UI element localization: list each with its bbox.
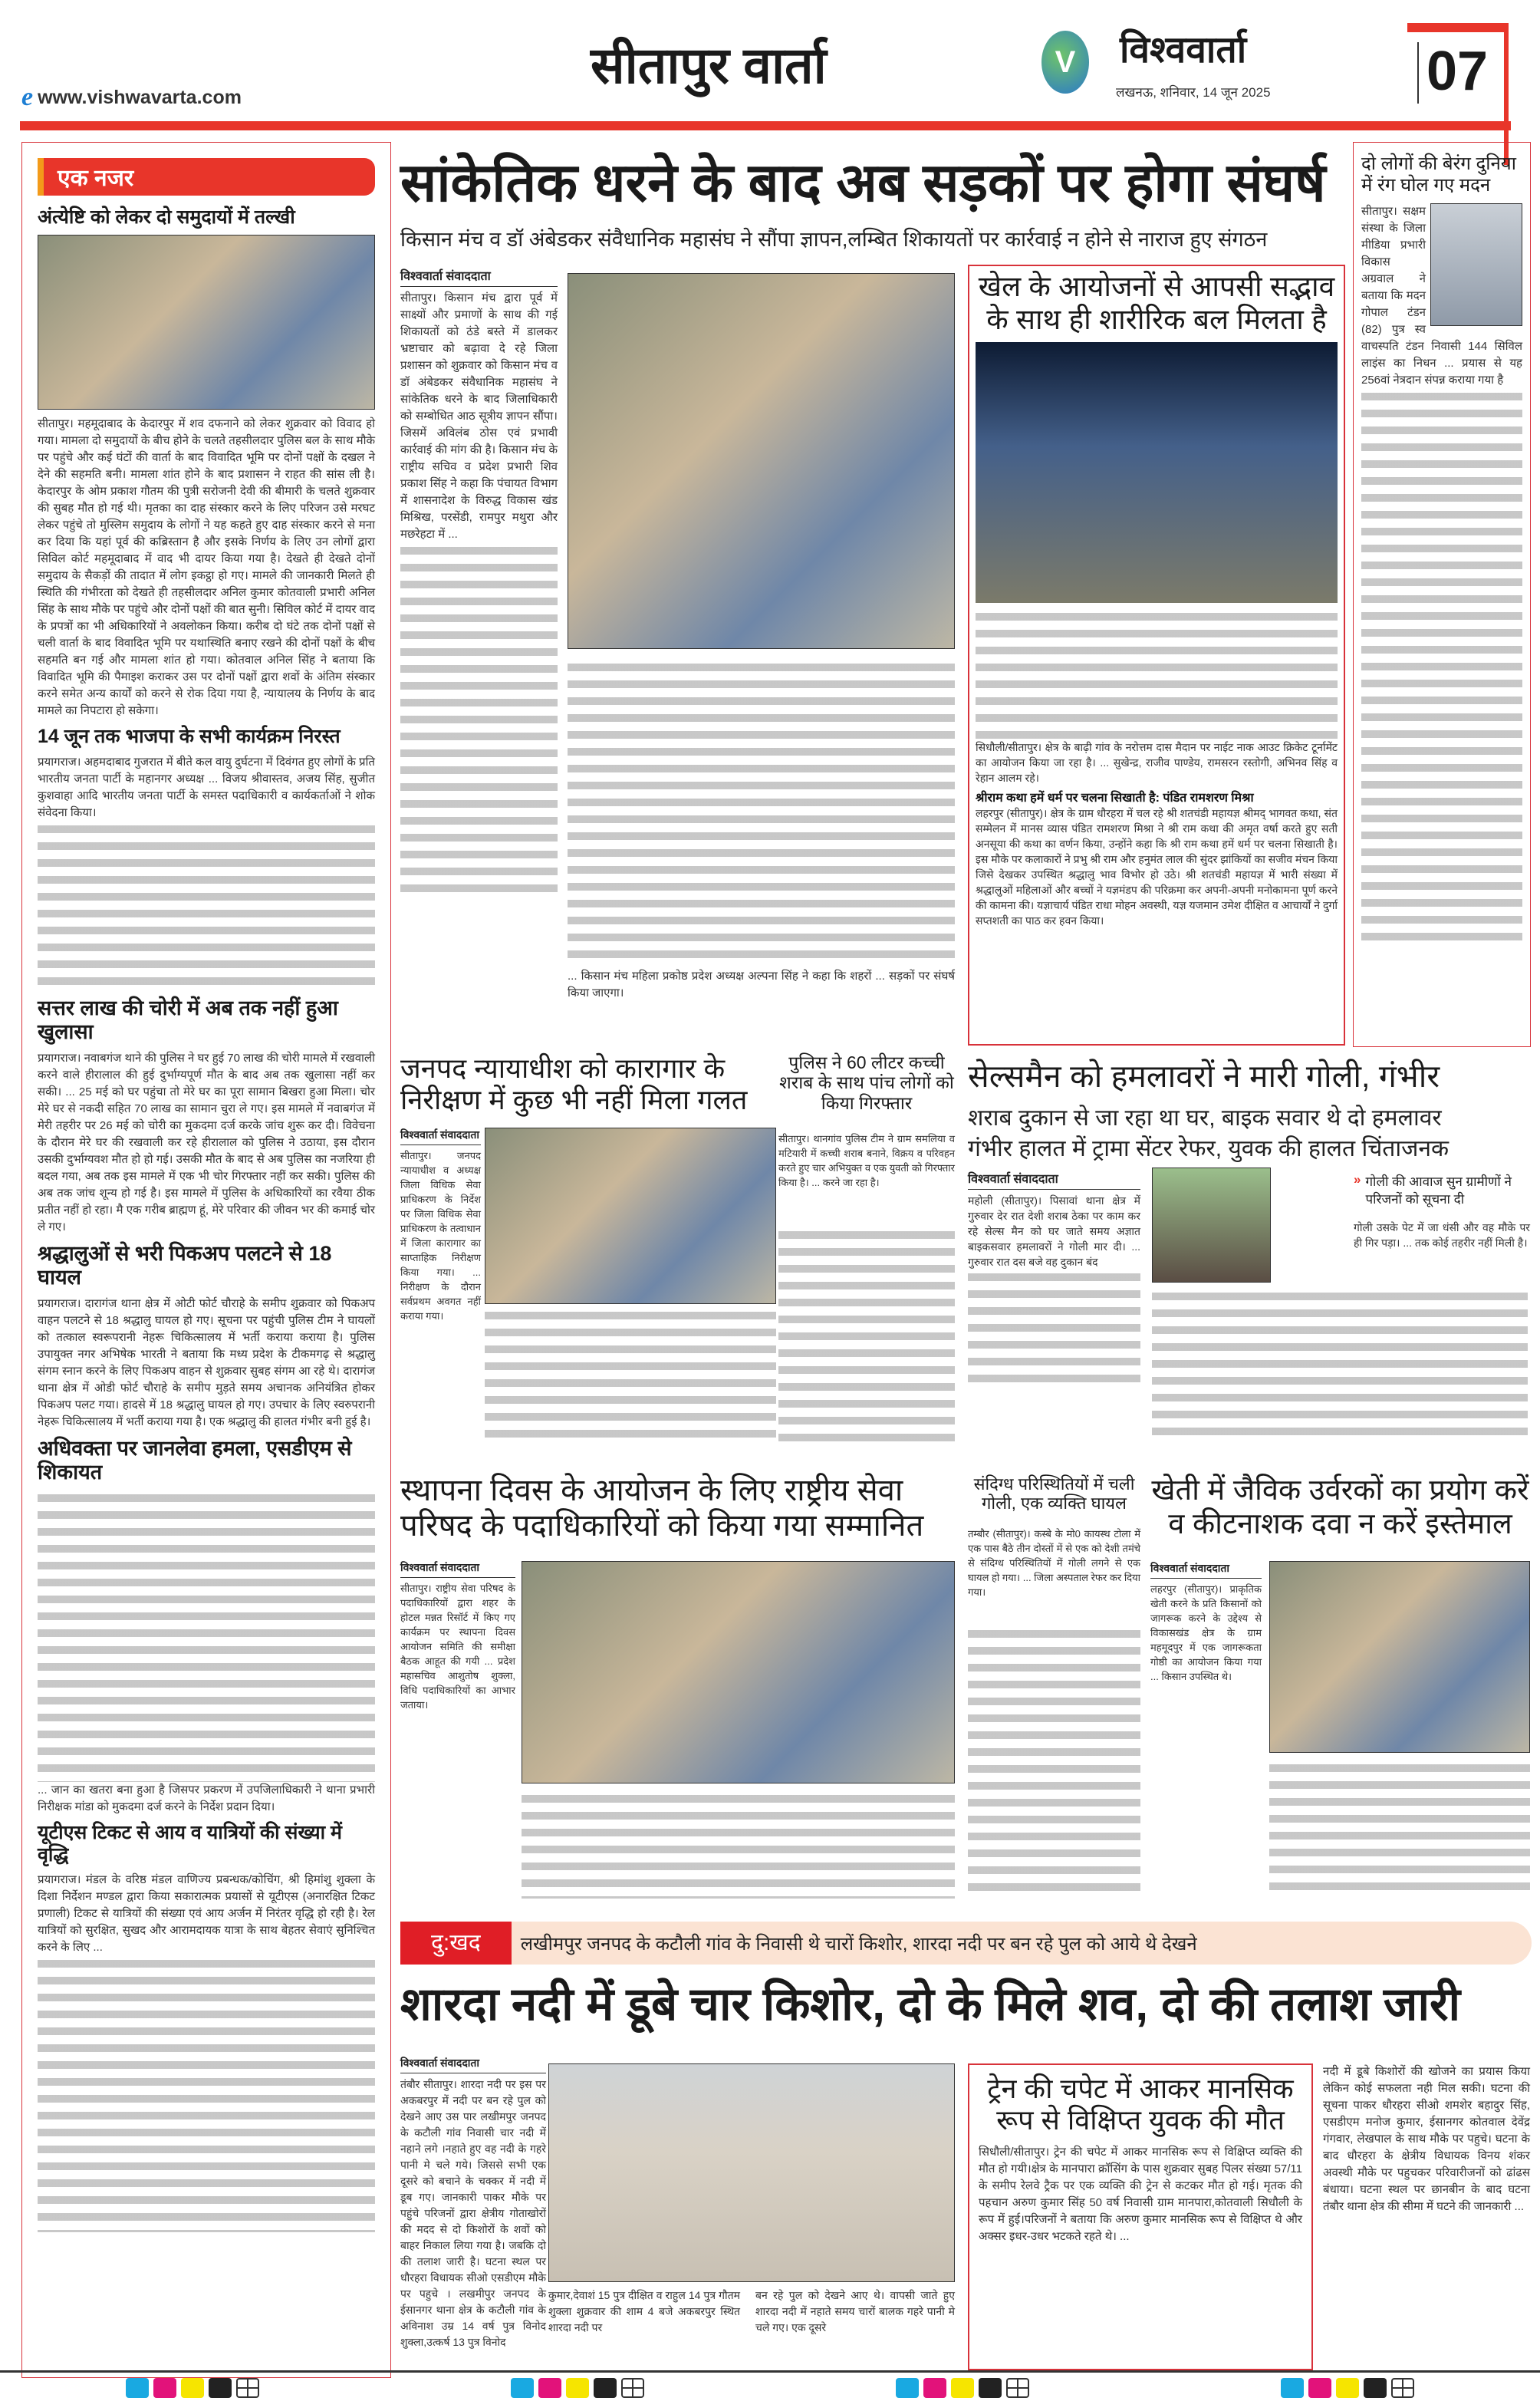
story-body: तंबौर सीतापुर। शारदा नदी पर इस पर अकबरपुर में नदी पर बन रहे पुल को देखने आए उस पार लखीमपुर जनपद के कटौली गांव निवासी चार नदी में नहाने लगे ।नहाते हुए वह नदी के गहरे पानी मे चले गये। जिससे सभी एक दूसरे को बचाने के चक्कर में नदी में डूब गए। जानकारी पाकर मौके पर पहुंचे परिजनों द्वारा क्षेत्रीय गोताखोरों की मदद से दो किशोरों के शवों को बाहर निकाल लिया गया है। जबकि दो की तलाश जारी है। घटना स्थल पर धौरहरा विधायक सीओ एसडीएम मौके पर पहुचे । लखमीपुर जनपद के ईसानगर थाना क्षेत्र के कटौली गांव के अविनाश उम्र 14 वर्ष पुत्र विनोद शुक्ला,उत्कर्ष 13 पुत्र विनोद <box>400 2078 546 2348</box>
river-photo <box>548 2063 955 2282</box>
salesman-headline: सेल्समैन को हमलावरों ने मारी गोली, गंभीर <box>968 1059 1440 1094</box>
story-body: ... जान का खतरा बना हुआ है जिसपर प्रकरण में उपजिलाधिकारी ने थाना प्रभारी निरीक्षक मांडा को मुकदमा दर्ज करने के निर्देश प्रदान दिया। <box>38 1783 375 1813</box>
ek-nazar-tag: एक नजर <box>38 158 375 196</box>
pull-quote: » गोली की आवाज सुन ग्रामीणों ने परिजनों को सूचना दी <box>1354 1172 1512 1207</box>
double-chevron-icon: » <box>1354 1172 1361 1187</box>
paper-logo-icon: V <box>1041 31 1089 94</box>
paper-name: विश्ववार्ता <box>1120 30 1247 71</box>
farming-headline: खेती में जैविक उर्वरकों का प्रयोग करें व कीटनाशक दवा न करें इस्तेमाल <box>1151 1474 1529 1540</box>
story-photo <box>38 235 375 410</box>
registration-cross-icon <box>236 2378 259 2398</box>
sub-story-headline: श्रीराम कथा हमें धर्म पर चलना सिखाती है: पंडित रामशरण मिश्रा <box>976 792 1254 805</box>
color-swatch <box>1308 2378 1331 2398</box>
lead-body: सीतापुर। किसान मंच द्वारा पूर्व में साक्ष्यों और प्रमाणों के साथ की गई शिकायतों को ठंडे बस्ते में डालकर भ्रष्टाचार को बढ़ावा दे रहे जिला प्रशासन को शुक्रवार को किसान मंच व डॉ अंबेडकर संवैधानिक महासंघ ने सांकेतिक धरने के बाद जिलाधिकारी को सम्बोधित आठ सूत्रीय ज्ञापन सौंपा। जिसमें अविलंब ठोस एवं प्रभावी कार्रवाई की मांग की है। किसान मंच के राष्ट्रीय सचिव व प्रदेश प्रभारी शिव प्रकाश सिंह ने कहा कि पंचायत विभाग में शासनादेश के विरुद्ध विकास खंड मिश्रिख, परसेंडी, रामपुर मथुरा और मछरेहटा में ... <box>400 291 558 541</box>
farming-photo <box>1269 1561 1530 1753</box>
byline: विश्ववार्ता संवाददाता <box>400 1128 481 1145</box>
color-swatch <box>1364 2378 1387 2398</box>
sports-photo <box>976 342 1338 603</box>
story-body: सीतापुर। जनपद न्यायाधीश व अध्यक्ष जिला विधिक सेवा प्राधिकरण के निर्देश पर जिला विधिक सेवा प्राधिकरण के तत्वाधान में जिला कारागार का साप्ताहिक निरीक्षण किया गया। ... निरीक्षण के दौरान सर्वप्रथम अवगत नहीं कराया गया। <box>400 1150 481 1322</box>
registration-cross-icon <box>1006 2378 1029 2398</box>
story-body: सीतापुर। महमूदाबाद के केदारपुर में शव दफनाने को लेकर शुक्रवार को विवाद हो गया। मामला दो समुदायों के बीच होने के चलते तहसीलदार पुलिस बल के साथ मौके पर पहुंचे और कई घंटों की वार्ता के बाद विवादित भूमि पर दोनों पक्षों के दखल ने देने की सहमति बनी। मामला शांत होने के बाद प्रशासन ने राहत की सांस ली है। केदारपुर के ओम प्रकाश गौतम की पुत्री सरोजनी देवी की बीमारी के चलते शुक्रवार की सुबह मौत हो गई थी। मृतका का दाह संस्कार करने के लिए परिजन उसे मरघट लेकर पहुंचे तो मुस्लिम समुदाय के लोगों ने यह कहते हुए दाह संस्कार करने से मना कर दिया कि यहां पूर्व की कब्रिस्तान है और इसके निर्णय के लिए उन लोगों द्वारा सिविल कोर्ट महमूदाबाद में वाद भी दायर किया गया है। देखते ही देखते दोनों समुदाय के सैकड़ों की तादात में लोग इकट्ठा हो गए। मामले की जानकारी मिलते ही स्थिति की गंभीरता को देखते ही तहसीलदार अनिल कुमार कोतवाली प्रभारी अनिल सिंह के साथ मौके पर पहुंचे और दोनों पक्षों की बात सुनी। सिविल कोर्ट में दायर वाद के प्रपत्रों का भी अधिकारियों ने अवलोकन किया। करीब दो घंटे तक दोनों पक्षों से चली वार्ता के बाद विवादित भूमि पर यथास्थिति बनाए रखने की दोनों पक्षों के बीच सहमति बन गई और मामला शांत हो गया। कोतवाल अनिल सिंह ने बताया कि विवादित भूमि की पैमाइश कराकर उस पर दोनों पक्षों द्वारा शवों के अंतिम संस्कार करने समेत अन्य कार्यों को करने से रोक दिया गया है, न्यायालय के निर्णय के बाद मामले का निपटारा हो सकेगा। <box>38 417 375 717</box>
story-body: बन रहे पुल को देखने आए थे। वापसी जाते हुए शारदा नदी में नहाते समय चारों बालक गहरे पानी मे चले गए। एक दूसरे <box>755 2289 955 2333</box>
police-body: सीतापुर। थानगांव पुलिस टीम ने ग्राम समलिया व मटियारी में कच्ची शराब बनाने, विक्रय व परिवहन करते हुए चार अभियुक्त व एक युवती को गिरफ्तार किया है। ... करने जा रहा है। <box>778 1133 955 1188</box>
story-headline: यूटीएस टिकट से आय व यात्रियों की संख्या में वृद्धि <box>38 1821 342 1866</box>
judge-headline: जनपद न्यायाधीश को कारागार के निरीक्षण में कुछ भी नहीं मिला गलत <box>400 1052 748 1116</box>
tragedy-tag: दु:खद <box>400 1922 512 1965</box>
tragedy-text <box>400 2056 546 2350</box>
train-body: सिधौली/सीतापुर। ट्रेन की चपेट में आकर मानसिक रूप से विक्षिप्त व्यक्ति की मौत हो गयी।क्षेत्र के मानपारा क्रॉसिंग के पास शुक्रवार सुबह पिलर संख्या 57/11 के समीप रेलवे ट्रैक पर एक व्यक्ति की ट्रेन से कटकर मौत हो गई। मृतक की पहचान अरुण कुमार सिंह 50 वर्ष निवासी ग्राम मानपारा,कोतवाली सिधौली के रूप में हुई।परिजनों ने बताया कि अरुण कुमार मानसिक रूप से विक्षिप्त थे और अक्सर इधर-उधर भटकते रहते थे। ... <box>979 2145 1302 2243</box>
sports-story <box>968 265 1345 1046</box>
story-headline: 14 जून तक भाजपा के सभी कार्यक्रम निरस्त <box>38 725 341 747</box>
salesman-text <box>968 1170 1140 1385</box>
ie-logo-icon: e <box>21 83 34 111</box>
story-body: प्रयागराज। मंडल के वरिष्ठ मंडल वाणिज्य प्रबन्धक/कोचिंग, श्री हिमांशु शुक्ला के दिशा निर्देशन मण्डल द्वारा किया सकारात्मक प्रयासों से यूटीएस (अनारक्षित टिकट प्रणाली) टिकट से यात्रियों की संख्या एवं आय अर्जन में निरंतर वृद्धि हो रही है। रेल यात्रियों को सुरक्षित, सुखद और आरामदायक यात्रा के साथ बेहतर सेवाएं सुनिश्चित करने के लिए ... <box>38 1873 375 1955</box>
color-swatch <box>1281 2378 1304 2398</box>
police-headline: पुलिस ने 60 लीटर कच्ची शराब के साथ पांच लोगों को किया गिरफ्तार <box>779 1052 954 1113</box>
victim-photo <box>1152 1168 1271 1283</box>
sub-story-body: लहरपुर (सीतापुर)। क्षेत्र के ग्राम धौरहरा में चल रहे श्री शतचंडी महायज्ञ श्रीमद् भागवत कथा, संत सम्मेलन में मानस व्यास पंडित रामशरण मिश्रा ने श्री राम कथा की अमृत वर्षा करते हुए सती अनसूया की कथा का वर्णन किया, उन्होंने कहा कि श्री राम कथा हमें धर्म पर चलना सिखाती है। इस मौके पर कलाकारों ने प्रभु श्री राम और हनुमंत लाल की सुंदर झांकियों का सजीव मंचन किया जिसे देखकर उपस्थित श्रद्धालु भाव विभोर हो उठे। श्री शतचंडी महायज्ञ में भारी संख्या में श्रद्धालुओं महिलाओं और बच्चों ने यज्ञमंडप की परिक्रमा कर अपनी-अपनी मनोकामना पूर्ण करने की कामना की। यज्ञाचार्य पंडित राधा मोहन अवस्थी, यज्ञ यजमान उमेश दीक्षित व आचार्यों ने दुर्गा सप्तशती का पाठ कर हवन किया। <box>976 807 1338 927</box>
story-body: गोली उसके पेट में जा धंसी और वह मौके पर ही गिर पड़ा। ... तक कोई तहरीर नहीं मिली है। <box>1354 1221 1530 1249</box>
shooting-body: तम्बौर (सीतापुर)। कस्बे के मो0 कायस्थ टोला में एक पास बैठे तीन दोस्तों में से एक को देशी तमंचे से संदिग्ध परिस्थितियों में गोली लगने से एक घायल हो गया। ... जिला अस्पताल रेफर कर दिया गया। <box>968 1528 1140 1598</box>
story-headline: अधिवक्ता पर जानलेवा हमला, एसडीएम से शिकायत <box>38 1436 352 1484</box>
color-swatch <box>979 2378 1002 2398</box>
lead-headline: सांकेतिक धरने के बाद अब सड़कों पर होगा संघर्ष <box>400 153 1326 212</box>
portrait-photo <box>1430 203 1522 326</box>
farming-text <box>1150 1561 1262 1684</box>
lead-body-tail: ... किसान मंच महिला प्रकोष्ठ प्रदेश अध्यक्ष अल्पना सिंह ने कहा कि शहरों ... सड़कों पर संघर्ष किया जाएगा। <box>568 970 955 1000</box>
story-headline: अंत्येष्टि को लेकर दो समुदायों में तल्खी <box>38 206 295 228</box>
dateline: लखनऊ, शनिवार, 14 जून 2025 <box>1116 85 1271 100</box>
byline: विश्ववार्ता संवाददाता <box>1150 1561 1262 1579</box>
story-body: प्रयागराज। नवाबगंज थाने की पुलिस ने घर हुई 70 लाख की चोरी मामले में रखवाली करने वाले हीरालाल की हुई दुर्भाग्यपूर्ण मौत के बाद अब तक खुलासा नहीं कर सकी। ... 25 मई को घर पहुंचा तो मेरे घर का पूरा सामान बिखरा हुआ मिला। चोर मेरे घर से नकदी सहित 70 लाख का सामान चुरा ले गए। इस मामले में नवाबगंज में मेरी तहरीर पर 26 मई को चोरी का मुकदमा दर्ज करके जांच शुरू कर दी। विवेचना के दौरान मेरे घर की रखवाली कर रहे हीरालाल को पुलिस ने उठाया, इस दौरान उसकी दुर्भाग्यवश मौत हो हो गई। उसकी मौत के बाद से अब पुलिस का नजरिया ही बदल गया, अब तक इस मामले में एक भी चोर गिरफ्तार नहीं कर सकी। पुलिस की अब तक जांच शून्य हो गई है। इस मामले में पुलिस के अधिकारियों का रवैया ठीक प्रतीत नहीं हो रहा। मै एक गरीब ब्राह्मण हूं, मेरे परिवार की जीवन भर की कमाई चोर ले गए। <box>38 1051 375 1233</box>
registration-cross-icon <box>621 2378 644 2398</box>
story-body: लहरपुर (सीतापुर)। प्राकृतिक खेती करने के प्रति किसानों को जागरूक करने के उद्देश्य से विकासखंड क्षेत्र के ग्राम महमूदपुर में एक जागरूकता गोष्ठी का आयोजन किया गया ... किसान उपस्थित थे। <box>1150 1583 1262 1682</box>
tragedy-kicker: लखीमपुर जनपद के कटौली गांव के निवासी थे चारों किशोर, शारदा नदी पर बन रहे पुल को आये थे देखने <box>520 1933 1197 1955</box>
train-story <box>968 2063 1313 2370</box>
color-swatch <box>126 2378 149 2398</box>
story-body: प्रयागराज। अहमदाबाद गुजरात में बीते कल वायु दुर्घटना में दिवंगत हुए लोगों के प्रति भारतीय जनता पार्टी के महानगर अध्यक्ष ... विजय श्रीवास्तव, अजय सिंह, सुजीत कुशवाहा आदि भारतीय जनता पार्टी के समस्त पदाधिकारी व कार्यकर्ताओं ने शोक संवेदना किया। <box>38 755 375 819</box>
lead-photo <box>568 273 955 649</box>
ek-nazar-column <box>21 142 391 2378</box>
byline: विश्ववार्ता संवाददाता <box>400 267 558 287</box>
color-swatch <box>594 2378 617 2398</box>
page-number: 07 <box>1426 41 1489 102</box>
color-swatch <box>1336 2378 1359 2398</box>
lead-subhead: किसान मंच व डॉ अंबेडकर संवैधानिक महासंघ ने सौंपा ज्ञापन,लम्बित शिकायतों पर कार्रवाई न होने से नाराज हुए संगठन <box>400 228 1268 251</box>
registration-cross-icon <box>1391 2378 1414 2398</box>
nss-photo <box>522 1561 955 1783</box>
salesman-subhead: गंभीर हालत में ट्रामा सेंटर रेफर, युवक की हालत चिंताजनक <box>968 1136 1450 1161</box>
tragedy-banner <box>400 1922 1532 1965</box>
sports-body: सिधौली/सीतापुर। क्षेत्र के बाढ़ी गांव के नरोत्तम दास मैदान पर नाईट नाक आउट क्रिकेट टूर्नामेंट का आयोजन किया जा रहा है। ... सुखेन्द्र, राजीव पाण्डेय, रामसरन रस्तोगी, अभिनव सिंह व रेहान आलम रहे। <box>976 741 1338 785</box>
story-body: नदी में डूबे किशोरों की खोजने का प्रयास किया लेकिन कोई सफलता नही मिल सकी। घटना की सूचना पाकर धौरहरा सीओ शमशेर बहादुर सिंह, एसडीएम मनोज कुमार, ईसानगर कोतवाल देवेंद्र गंगवार, लेखपाल के साथ मौके पर पहुचे। घटना के बाद धौरहरा के क्षेत्रीय विधायक विनय शंकर अवस्थी मौके पर पहुचकर परिवारीजनों को ढांढस बंधाया। घटना स्थल पर छानबीन के बाद घटना तंबौर थाना क्षेत्र की सीमा में घटने की जानकारी ... <box>1323 2065 1530 2213</box>
lead-text-column <box>400 267 558 896</box>
color-swatch <box>181 2378 204 2398</box>
color-swatch <box>896 2378 919 2398</box>
nss-text <box>400 1560 515 1712</box>
section-title: सीतापुर वार्ता <box>591 37 827 94</box>
color-swatch <box>538 2378 561 2398</box>
color-swatch <box>209 2378 232 2398</box>
header-divider <box>20 121 1511 130</box>
byline: विश्ववार्ता संवाददाता <box>400 2056 546 2073</box>
byline: विश्ववार्ता संवाददाता <box>968 1170 1140 1190</box>
story-body: कुमार,देवाशं 15 पुत्र दीक्षित व राहुल 14 पुत्र गौतम शुक्ला शुक्रवार की शाम 4 बजे अकबरपुर स्थित शारदा नदी पर <box>548 2289 740 2333</box>
story-body: प्रयागराज। दारागंज थाना क्षेत्र में ओटी फोर्ट चौराहे के समीप शुक्रवार को पिकअप वाहन पलटने से 18 श्रद्धालु घायल हो गए। सूचना पर पहुंची पुलिस टीम ने घायलों को तत्काल स्वरूपरानी नेहरू चिकित्सालय में भर्ती कराया कराया है। पुलिस उपायुक्त नगर अभिषेक भारती ने बताया कि मध्य प्रदेश के टीकमगढ़ से श्रद्धालु संगम स्नान करने के लिए पिकअप वाहन से शुक्रवार सुबह संगम आ रहे थे। दारागंज थाना क्षेत्र में ओडी फोर्ट चौराहे के समीप मुड़ते समय अचानक अनियंत्रित होकर पिकअप पलट गया। हादसे में 18 श्रद्धालु घायल हो गए। उपचार के लिए स्वरुपरानी नेहरू चिकित्सालय में भर्ती कराया गया है। एक श्रद्धालु की हालत गंभीर बनी हुई है। <box>38 1296 375 1428</box>
color-swatch <box>923 2378 946 2398</box>
tragedy-headline: शारदा नदी में डूबे चार किशोर, दो के मिले शव, दो की तलाश जारी <box>400 1978 1461 2030</box>
color-swatch <box>566 2378 589 2398</box>
story-body: सीतापुर। सक्षम संस्था के जिला मीडिया प्रभारी विकास अग्रवाल ने बताया कि मदन गोपाल टंडन (82) पुत्र स्व वाचस्पति टंडन निवासी 144 सिविल लाइंस का निधन ... प्रयास से यह 256वां नेत्रदान संपन्न कराया गया है <box>1361 205 1522 387</box>
story-headline: दो लोगों की बेरंग दुनिया में रंग घोल गए मदन <box>1361 153 1516 196</box>
nss-headline: स्थापना दिवस के आयोजन के लिए राष्ट्रीय सेवा परिषद के पदाधिकारियों को किया गया सम्मानित <box>400 1474 924 1543</box>
story-body: सीतापुर। राष्ट्रीय सेवा परिषद के पदाधिकारियों द्वारा शहर के होटल मन्नत रिसॉर्ट में किए गए कार्यक्रम पर स्थापना दिवस आयोजन समिति की समीक्षा बैठक आहूत की गयी ... प्रदेश महासचिव आशुतोष शुक्ला, विधि पदाधिकारियों का आभार जताया। <box>400 1583 515 1711</box>
color-swatch <box>153 2378 176 2398</box>
website-link[interactable]: e www.vishwavarta.com <box>21 83 242 111</box>
byline: विश्ववार्ता संवाददाता <box>400 1560 515 1578</box>
judge-photo <box>485 1128 776 1304</box>
story-body: महोली (सीतापुर)। पिसावां थाना क्षेत्र में गुरुवार देर रात देशी शराब ठेका पर काम कर रहे सेल्स मैन को घर जाते समय अज्ञात बाइकसवार हमलावरों ने गोली मार दी। ... गुरुवार रात दस बजे वह दुकान बंद <box>968 1194 1140 1268</box>
color-swatch <box>511 2378 534 2398</box>
salesman-subhead: शराब दुकान से जा रहा था घर, बाइक सवार थे दो हमलावर <box>968 1105 1442 1131</box>
train-headline: ट्रेन की चपेट में आकर मानसिक रूप से विक्षिप्त युवक की मौत <box>987 2073 1294 2136</box>
judge-text <box>400 1128 481 1323</box>
print-registration-marks <box>0 2378 1540 2398</box>
obituary-column <box>1353 142 1531 1047</box>
story-headline: श्रद्धालुओं से भरी पिकअप पलटने से 18 घायल <box>38 1241 332 1289</box>
sports-headline: खेल के आयोजनों से आपसी सद्भाव के साथ ही शारीरिक बल मिलता है <box>978 271 1335 335</box>
story-headline: सत्तर लाख की चोरी में अब तक नहीं हुआ खुलासा <box>38 996 338 1043</box>
color-swatch <box>951 2378 974 2398</box>
shooting-headline: संदिग्ध परिस्थितियों में चली गोली, एक व्यक्ति घायल <box>973 1474 1135 1513</box>
